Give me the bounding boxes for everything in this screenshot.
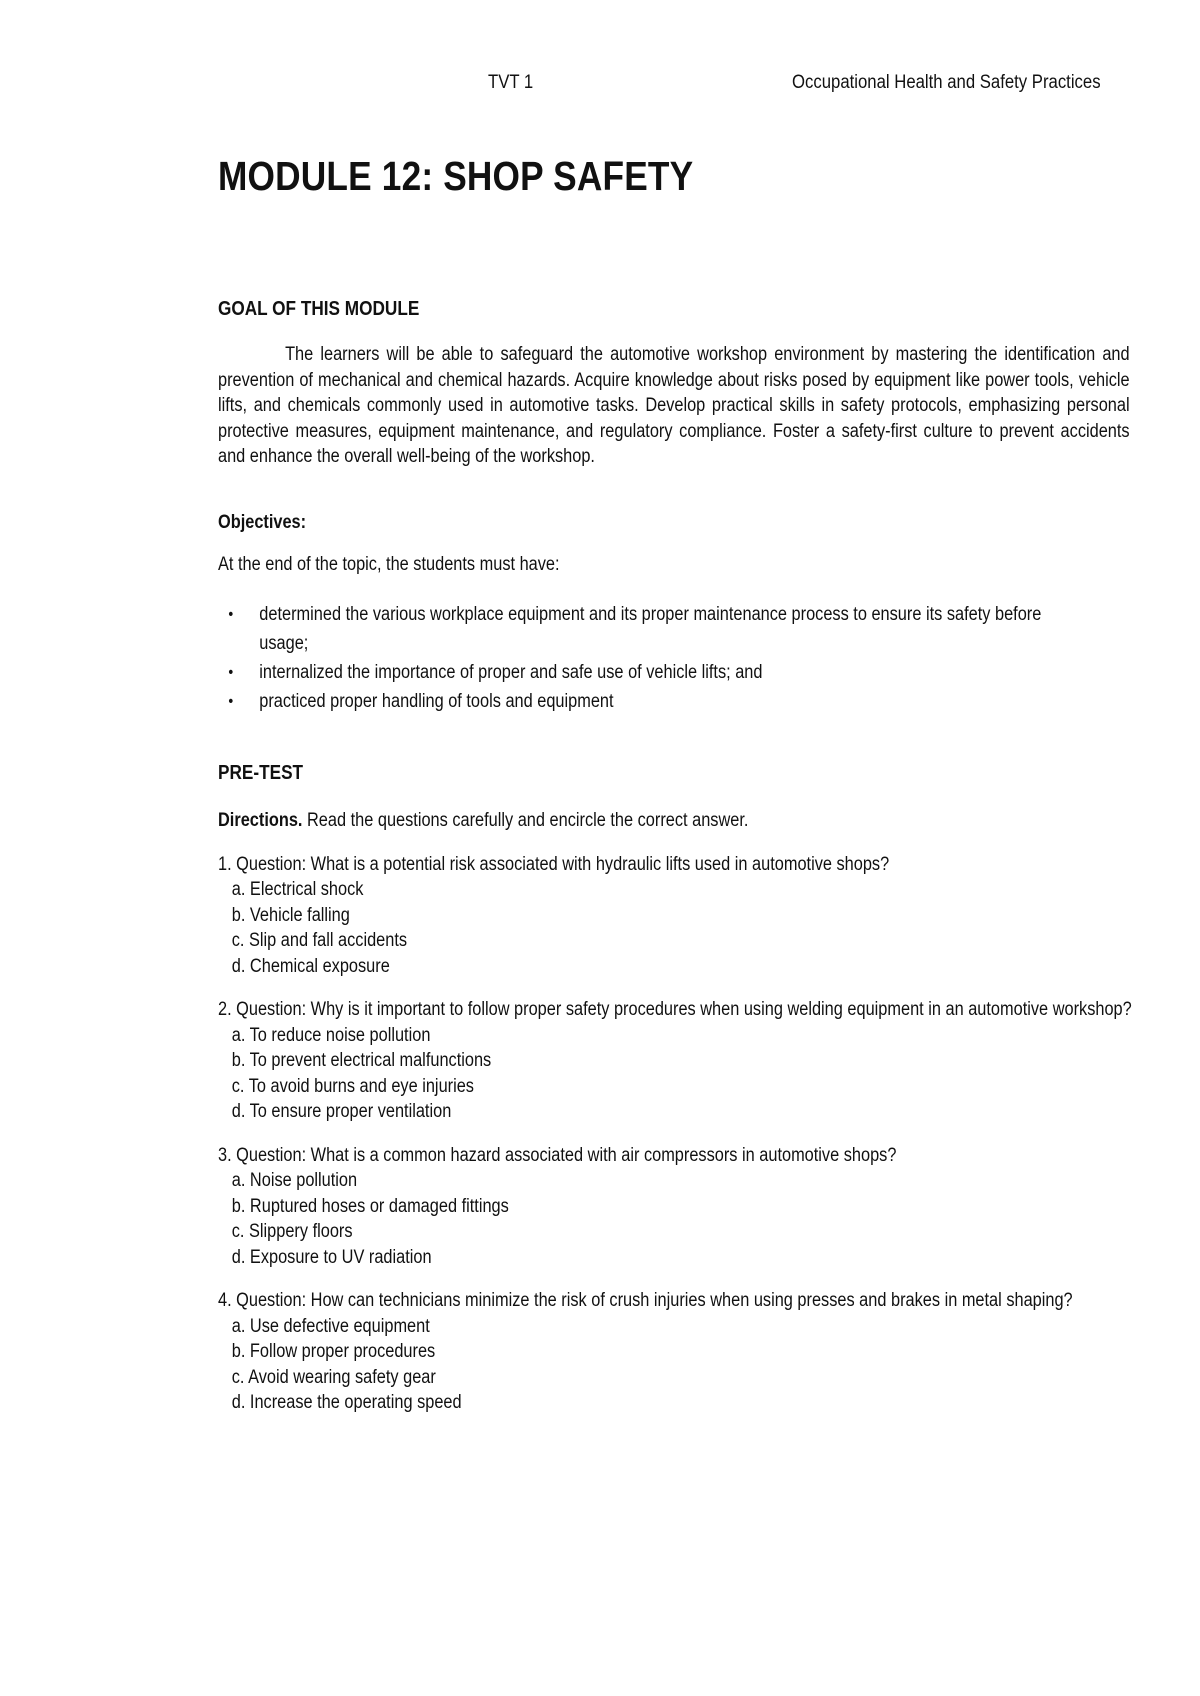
question-text: 4. Question: How can technicians minimize the risk of crush injuries when using presses and brakes in metal shaping? (218, 1290, 1073, 1311)
question-block (218, 1143, 1130, 1271)
header-course-title: Occupational Health and Safety Practices (792, 72, 1101, 93)
objectives-heading: Objectives: (218, 511, 307, 533)
header-course-code: TVT 1 (488, 72, 534, 93)
question-text: 2. Question: Why is it important to follow proper safety procedures when using welding equipment in an automotive workshop? (218, 999, 1132, 1020)
objective-text: practiced proper handling of tools and equipment (259, 690, 614, 712)
bullet-icon: • (228, 663, 234, 681)
choice-b: b. Vehicle falling (231, 904, 350, 926)
pretest-directions (218, 808, 1130, 834)
choice-list (218, 877, 1130, 979)
question-block (218, 1288, 1130, 1416)
goal-paragraph: The learners will be able to safeguard the automotive workshop environment by mastering the identification and prevention of mechanical and chemical hazards. Acquire knowledge about risks posed by equipment like power tools, vehicle lifts, and chemicals commonly used in automotive tasks. Develop practical skills in safety protocols, emphasizing personal protective measures, equipment maintenance, and regulatory compliance. Foster a safety-first culture to prevent accidents and enhance the overall well-being of the workshop. (218, 344, 1130, 467)
objectives-intro: At the end of the topic, the students must have: (218, 553, 560, 575)
goal-heading: GOAL OF THIS MODULE (218, 298, 420, 320)
directions-text: Read the questions carefully and encircle the correct answer. (302, 809, 749, 831)
bullet-icon: • (228, 605, 234, 623)
choice-d: d. Chemical exposure (231, 955, 390, 977)
bullet-icon: • (228, 692, 234, 710)
choice-a: a. Noise pollution (231, 1170, 358, 1191)
choice-list (218, 1314, 1130, 1416)
choice-d: d. To ensure proper ventilation (231, 1101, 452, 1122)
choice-c: c. To avoid burns and eye injuries (231, 1075, 474, 1097)
objective-item (218, 600, 1059, 658)
question-block (218, 997, 1130, 1125)
document-text-block (218, 150, 1130, 1416)
pretest-heading: PRE-TEST (218, 761, 304, 784)
choice-list (218, 1168, 1130, 1270)
question-text: 1. Question: What is a potential risk associated with hydraulic lifts used in automotive shops? (218, 853, 890, 875)
objectives-list (218, 600, 1130, 716)
document-body (218, 150, 1130, 1416)
choice-b: b. To prevent electrical malfunctions (231, 1050, 492, 1071)
choice-a: a. Use defective equipment (231, 1315, 430, 1337)
choice-a: a. Electrical shock (231, 879, 364, 900)
choice-c: c. Slippery floors (231, 1221, 353, 1242)
choice-d: d. Increase the operating speed (231, 1392, 462, 1413)
objective-item (218, 658, 1059, 687)
directions-label: Directions. (218, 809, 303, 831)
objective-text: determined the various workplace equipment and its proper maintenance process to ensure its safety before usage; (259, 603, 1042, 654)
objective-item (218, 687, 1059, 716)
choice-d: d. Exposure to UV radiation (231, 1246, 432, 1268)
choice-c: c. Avoid wearing safety gear (231, 1366, 436, 1388)
choice-c: c. Slip and fall accidents (231, 930, 408, 951)
question-block (218, 852, 1130, 980)
choice-a: a. To reduce noise pollution (231, 1024, 431, 1046)
module-title: MODULE 12: SHOP SAFETY (218, 153, 694, 199)
choice-b: b. Ruptured hoses or damaged fittings (231, 1195, 509, 1217)
choice-b: b. Follow proper procedures (231, 1341, 436, 1362)
question-text: 3. Question: What is a common hazard associated with air compressors in automotive shops? (218, 1144, 897, 1166)
choice-list (218, 1023, 1130, 1125)
objective-text: internalized the importance of proper and safe use of vehicle lifts; and (259, 661, 763, 683)
